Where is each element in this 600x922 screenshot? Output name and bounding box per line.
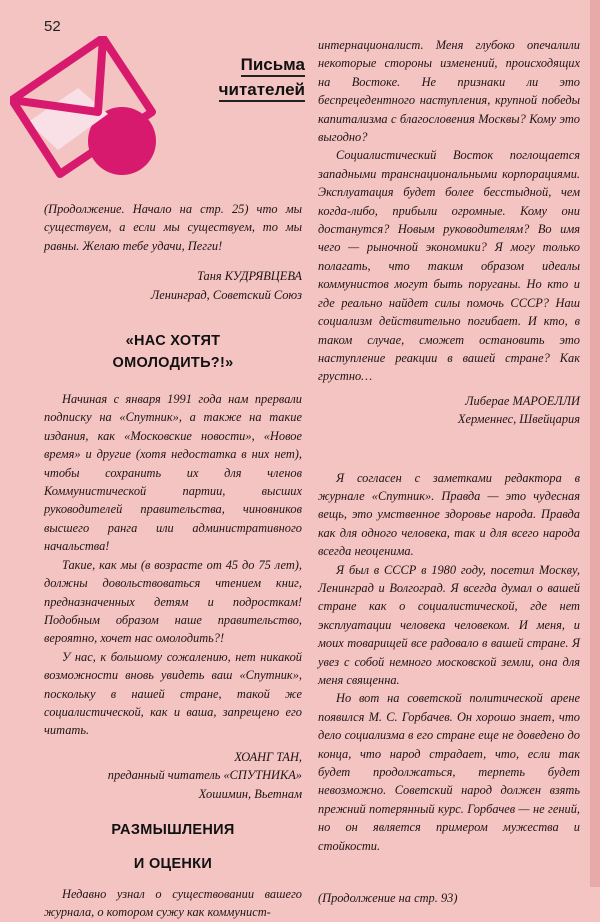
paragraph: интернационалист. Меня глубоко опечалили некоторые стороны изменений, происходящих на Востоке. Не признаки ли это беспрецедентного наступления, крупной победы капитализма с благословения Москвы? Кому это выгодно? xyxy=(318,38,580,145)
paragraph: У нас, к большому сожалению, нет никакой возможности вновь увидеть ваш «Спутник», поскольку в нашей стране, такой же социалистической, как и ваша, запрещено его читать. xyxy=(44,649,302,738)
envelope-icon xyxy=(10,36,215,186)
section-title xyxy=(205,52,305,102)
article-heading-line1: «НАС ХОТЯТ xyxy=(125,333,221,350)
signature-place: Херменнес, Швейцария xyxy=(457,412,580,427)
signature-role: преданный читатель «СПУТНИКА» xyxy=(107,768,302,783)
signature-name: Либерае МАРОЕЛЛИ xyxy=(465,393,580,408)
section-title-line2: читателей xyxy=(219,79,305,102)
paragraph: Недавно узнал о существовании вашего журнала, о котором сужу как коммунист- xyxy=(44,886,302,920)
article-heading: И ОЦЕНКИ xyxy=(133,855,213,872)
paragraph: Я согласен с заметками редактора в журнале «Спутник». Правда — это чудесная вещь, это умственное здоровье народа. Правда как для одного человека, так и для всего народа всегда неоценима. xyxy=(318,470,580,559)
page-edge-shadow xyxy=(590,0,600,887)
paragraph: Но вот на советской политической арене появился М. С. Горбачев. Он хорошо знает, что дело социализма в его стране еще не доведено до конца, что народ страдает, что, если так будет продолжаться, терпеть будет невозможно. Советский народ должен взять прежний потерянный курс. Горбачев — не гений, но он является примером мужества и стойкости. xyxy=(318,691,580,853)
paragraph: Такие, как мы (в возрасте от 45 до 75 лет), должны довольствоваться чтением книг, предназначенных детям и подросткам! Подобным образом наше правительство, вероятно, хочет нас омолодить?! xyxy=(44,557,302,646)
paragraph: Социалистический Восток поглощается западными транснациональными корпорациями. Эксплуатация будет более бесстыдной, чем когда-либо, прибыли огромные. Кому они достанутся? Новым руководителям? Во имя чего — рыночной экономики? Я могу только полагать, что таким образом идеалы коммунистов могут быть поруганы. Но кто и где реально найдет силы помочь СССР? Наш социализм действительно погибает. И кто, в таком случае, сможет остановить это наступление реакции в вашей стране? Как грустно… xyxy=(318,148,580,384)
right-column xyxy=(318,36,580,907)
article-heading xyxy=(44,330,302,374)
signature-place: Ленинград, Советский Союз xyxy=(150,287,302,302)
section-title-line1: Письма xyxy=(241,54,305,77)
signature-name: Таня КУДРЯВЦЕВА xyxy=(197,269,302,284)
page-number: 52 xyxy=(44,18,61,35)
signature-place: Хошимин, Вьетнам xyxy=(198,786,302,801)
article-heading: РАЗМЫШЛЕНИЯ xyxy=(111,821,235,838)
intro-paragraph: (Продолжение. Начало на стр. 25) что мы существуем, а если мы существуем, то мы равны. Желаю тебе удачи, Пегги! xyxy=(44,202,302,253)
continuation-note: (Продолжение на стр. 93) xyxy=(318,891,458,906)
paragraph: Я был в СССР в 1980 году, посетил Москву, Ленинград и Волгоград. Я всегда думал о вашей стране как о социалистической, где нет эксплуатации человека человеком. И меня, и моих товарищей все радовало в вашей стране. Я увез с собой немного московской земли, она для меня священна. xyxy=(318,562,580,687)
article-heading-line2: ОМОЛОДИТЬ?!» xyxy=(112,355,234,372)
left-column xyxy=(44,200,302,922)
signature-name: ХОАНГ ТАН, xyxy=(234,749,302,764)
paragraph: Начиная с января 1991 года нам прервали подписку на «Спутник», а также на такие издания, как «Московские новости», «Новое время» и другие (хотя недостатка в них нет), чтобы сохранить их для членов Коммунистической партии, высших руководителей правительства, чиновников высшего ранга или административного начальства! xyxy=(44,392,302,554)
